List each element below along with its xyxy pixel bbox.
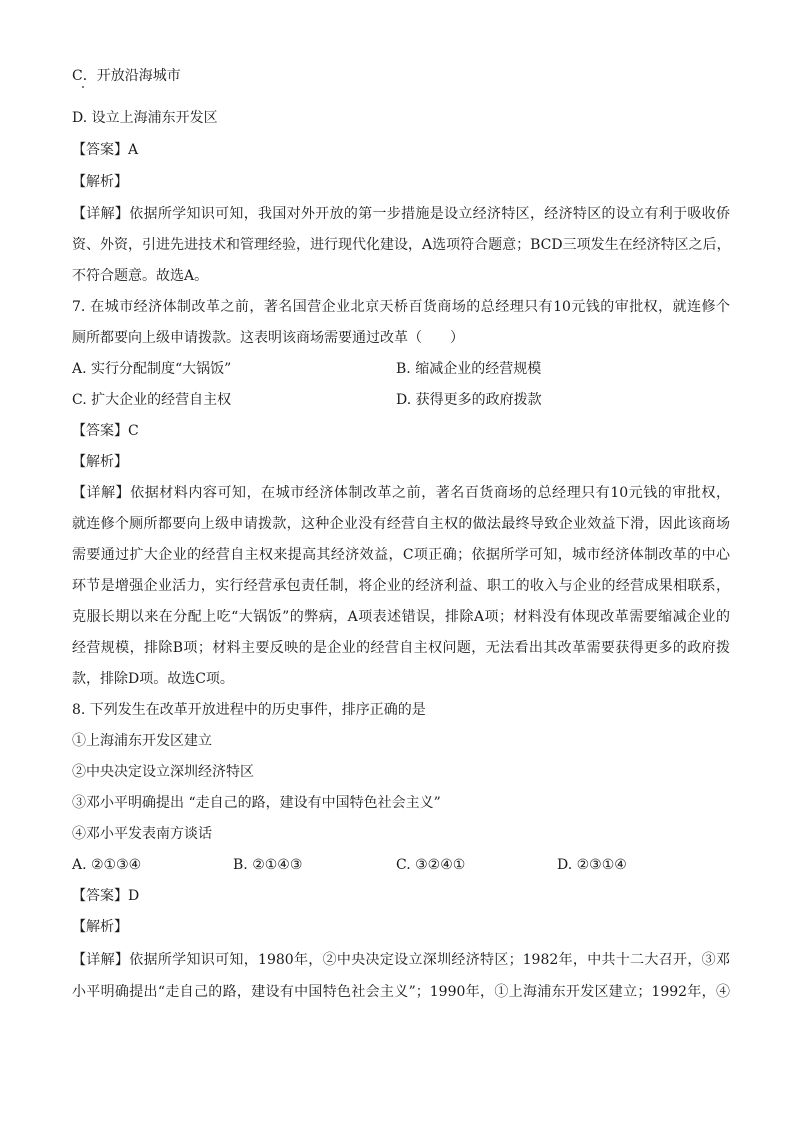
q8-detail-line-1: 【详解】依据所学知识可知，1980年，②中央决定设立深圳经济特区；1982年，中共十二大召开，③邓	[72, 952, 730, 968]
q7-detail-line-2: 就连修个厕所都要向上级申请拨款，这种企业没有经营自主权的做法最终导致企业效益下滑，因此该商场	[72, 516, 730, 532]
q7-option-b: B. 缩减企业的经营规模	[396, 361, 542, 377]
q7-detail-line-5: 克服长期以来在分配上吃“大锅饭”的弊病，A项表述错误，排除A项；材料没有体现改革需要缩减企业的	[72, 609, 730, 625]
q7-stem-line-2: 厕所都要向上级申请拨款。这表明该商场需要通过改革（ ）	[72, 330, 464, 346]
q7-answer-label: 【答案】	[72, 423, 128, 439]
q6-detail-line-1: 【详解】依据所学知识可知，我国对外开放的第一步措施是设立经济特区，经济特区的设立有利于吸收侨	[72, 206, 730, 222]
q6-answer-value: A	[128, 142, 139, 158]
q8-item-4: ④邓小平发表南方谈话	[72, 826, 212, 842]
q7-option-d: D. 获得更多的政府拨款	[396, 392, 542, 408]
q8-item-1: ①上海浦东开发区建立	[72, 733, 212, 749]
q8-item-3: ③邓小平明确提出 “走自己的路，建设有中国特色社会主义”	[72, 795, 441, 811]
q6-detail-line-3: 不符合题意。故选A。	[72, 268, 209, 284]
q8-option-b: B. ②①④③	[233, 857, 303, 873]
q8-answer	[72, 886, 139, 906]
q7-answer	[72, 421, 139, 441]
q8-option-a: A. ②①③④	[72, 857, 142, 873]
q6-option-c: C．开放沿海城市	[72, 68, 181, 84]
stray-dot-mark	[82, 86, 84, 88]
q7-answer-value: C	[128, 423, 139, 439]
q7-option-c: C. 扩大企业的经营自主权	[72, 392, 232, 408]
q7-detail-line-6: 经营规模，排除B项；材料主要反映的是企业的经营自主权问题，无法看出其改革需要获得更多的政府拨	[72, 640, 730, 656]
q7-detail-line-4: 环节是增强企业活力，实行经营承包责任制，将企业的经济利益、职工的收入与企业的经营成果相联系，	[72, 578, 730, 594]
q6-detail-line-2: 资、外资，引进先进技术和管理经验，进行现代化建设，A选项符合题意；BCD三项发生在经济特区之后，	[72, 237, 731, 253]
q8-option-d: D. ②③①④	[557, 857, 627, 873]
q6-answer	[72, 140, 138, 160]
q8-option-c: C. ③②④①	[396, 857, 466, 873]
q8-answer-label: 【答案】	[72, 888, 128, 904]
q8-detail-line-2: 小平明确提出“走自己的路，建设有中国特色社会主义”；1990年，①上海浦东开发区建立；1992年，④	[72, 984, 730, 1000]
q6-option-d: D. 设立上海浦东开发区	[72, 110, 218, 126]
q6-analysis-label: 【解析】	[72, 174, 128, 190]
q7-analysis-label: 【解析】	[72, 454, 128, 470]
q7-stem-line-1: 7. 在城市经济体制改革之前，著名国营企业北京天桥百货商场的总经理只有10元钱的审批权，就连修个	[72, 299, 730, 315]
q8-analysis-label: 【解析】	[72, 919, 128, 935]
q8-stem: 8. 下列发生在改革开放进程中的历史事件，排序正确的是	[72, 702, 426, 718]
q8-answer-value: D	[128, 888, 140, 904]
q6-answer-label: 【答案】	[72, 142, 128, 158]
q8-item-2: ②中央决定设立深圳经济特区	[72, 764, 254, 780]
q7-detail-line-3: 需要通过扩大企业的经营自主权来提高其经济效益，C项正确；依据所学可知，城市经济体制改革的中心	[72, 547, 730, 563]
q7-detail-line-7: 款，排除D项。故选C项。	[72, 671, 234, 687]
q7-option-a: A. 实行分配制度“大锅饭”	[72, 361, 232, 377]
q7-detail-line-1: 【详解】依据材料内容可知，在城市经济体制改革之前，著名百货商场的总经理只有10元钱的审批权，	[72, 485, 730, 501]
